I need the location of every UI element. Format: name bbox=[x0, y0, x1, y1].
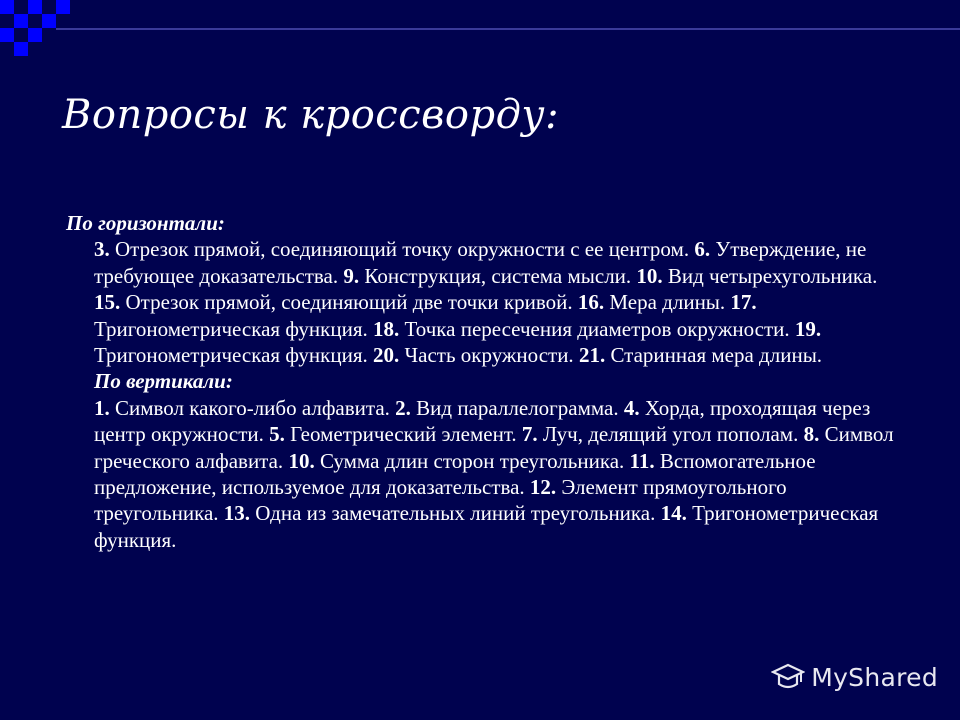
crossword-questions bbox=[66, 210, 896, 553]
list-item: 12. Элемент прямоугольного треугольника. bbox=[94, 475, 787, 526]
corner-square bbox=[42, 14, 56, 28]
list-item: 10. Сумма длин сторон треугольника. bbox=[288, 448, 630, 473]
list-item: 7. Луч, делящий угол пополам. bbox=[521, 422, 804, 447]
horizontal-heading: По горизонтали: bbox=[66, 211, 225, 235]
corner-square bbox=[14, 42, 28, 56]
list-item: 9. Конструкция, система мысли. bbox=[343, 263, 637, 288]
mortarboard-icon bbox=[771, 662, 805, 692]
list-item: 6. Утверждение, не требующее доказательства. bbox=[94, 237, 867, 288]
horizontal-items bbox=[66, 236, 896, 553]
corner-square bbox=[14, 14, 28, 28]
watermark-text: MyShared bbox=[811, 662, 938, 692]
list-item: 3. Отрезок прямой, соединяющий точку окружности с ее центром. bbox=[94, 237, 695, 262]
list-item: 19. Тригонометрическая функция. bbox=[94, 316, 822, 368]
list-item: 8. Символ греческого алфавита. bbox=[94, 422, 894, 473]
list-item: 21. Старинная мера длины. bbox=[578, 343, 823, 368]
watermark-logo bbox=[771, 662, 938, 692]
list-item: 1. Символ какого-либо алфавита. bbox=[94, 395, 396, 420]
list-item: 4. Хорда, проходящая через центр окружности. bbox=[94, 395, 871, 447]
list-item: 13. Одна из замечательных линий треугольника. bbox=[223, 501, 661, 526]
list-item: 18. Точка пересечения диаметров окружности. bbox=[372, 316, 795, 341]
list-item: 17. Тригонометрическая функция. bbox=[94, 290, 757, 341]
list-item: 2. Вид параллелограмма. bbox=[395, 395, 624, 420]
corner-square bbox=[0, 28, 14, 42]
list-item: 20. Часть окружности. bbox=[372, 343, 579, 368]
corner-square bbox=[56, 0, 70, 14]
vertical-heading: По вертикали: bbox=[94, 369, 233, 394]
header-rule bbox=[56, 28, 960, 30]
corner-square bbox=[28, 28, 42, 42]
list-item: 15. Отрезок прямой, соединяющий две точки кривой. bbox=[94, 290, 578, 315]
corner-square bbox=[0, 0, 14, 14]
list-item: 16. Мера длины. bbox=[577, 290, 731, 315]
list-item: 14. Тригонометрическая функция. bbox=[94, 501, 879, 552]
list-item: 5. Геометрический элемент. bbox=[269, 422, 522, 447]
list-item: 10. Вид четырехугольника. bbox=[636, 263, 878, 288]
slide-title: Вопросы к кроссворду: bbox=[62, 92, 560, 138]
corner-square bbox=[28, 0, 42, 14]
list-item: 11. Вспомогательное предложение, используемое для доказательства. bbox=[94, 448, 816, 500]
